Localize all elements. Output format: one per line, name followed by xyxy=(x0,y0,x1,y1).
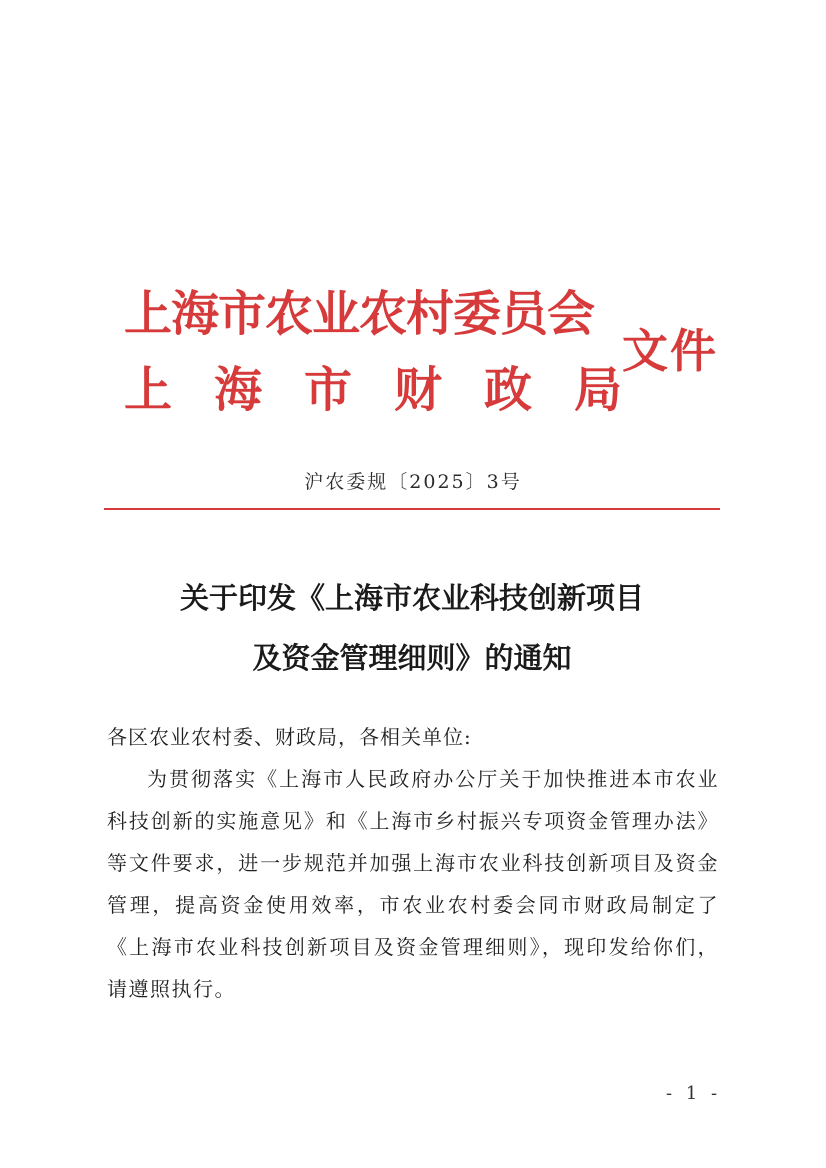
page-number: - 1 - xyxy=(666,1083,722,1104)
document-body xyxy=(107,716,719,1010)
red-divider xyxy=(104,508,720,510)
document-title xyxy=(104,568,720,688)
title-line-1: 关于印发《上海市农业科技创新项目 xyxy=(179,581,644,615)
masthead-issuer-line-1: 上海市农业农村委员会 xyxy=(124,286,595,342)
masthead-issuer-line-2: 上海市财政局 xyxy=(124,362,665,418)
title-line-2: 及资金管理细则》的通知 xyxy=(252,641,572,675)
document-number: 沪农委规〔2025〕3号 xyxy=(304,471,522,493)
masthead xyxy=(124,280,724,425)
salutation: 各区农业农村委、财政局，各相关单位: xyxy=(107,725,472,749)
masthead-suffix: 文件 xyxy=(622,324,718,378)
body-paragraph: 为贯彻落实《上海市人民政府办公厅关于加快推进本市农业科技创新的实施意见》和《上海市乡村振兴专项资金管理办法》等文件要求，进一步规范并加强上海市农业科技创新项目及资金管理，提高资金使用效率，市农业农村委会同市财政局制定了《上海市农业科技创新项目及资金管理细则》，现印发给你们，请遵照执行。 xyxy=(107,767,719,1001)
